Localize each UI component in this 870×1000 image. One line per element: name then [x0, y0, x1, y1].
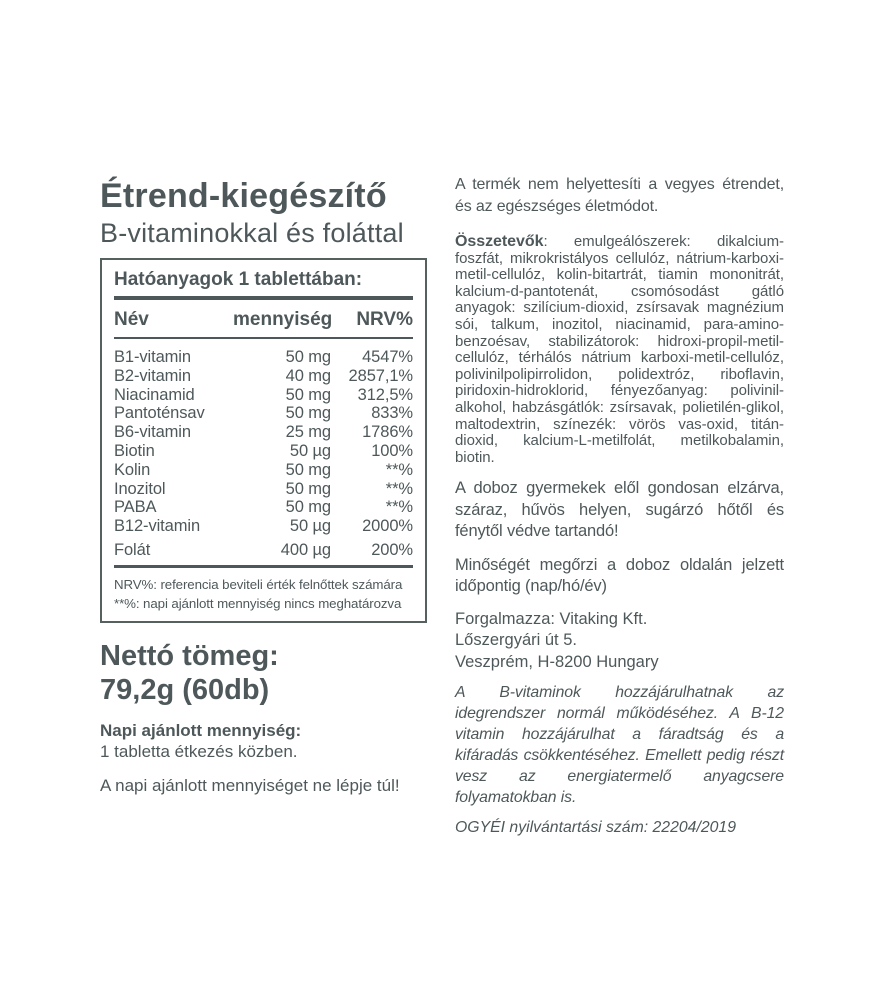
distributor-street: Lőszergyári út 5. — [455, 631, 577, 650]
divider-medium — [114, 337, 413, 340]
header-nrv: NRV% — [356, 308, 413, 330]
dose-warning-text: A napi ajánlott mennyiséget ne lépje túl! — [100, 776, 400, 796]
registration-number-text: OGYÉI nyilvántartási szám: 22204/2019 — [455, 819, 736, 837]
row-name: B1-vitamin — [114, 348, 191, 366]
row-nrv: 833% — [371, 404, 413, 423]
table-rows — [114, 348, 413, 560]
header-name: Név — [114, 308, 149, 330]
table-title: Hatóanyagok 1 tablettában: — [114, 269, 363, 290]
left-column — [100, 176, 427, 796]
row-name: B12-vitamin — [114, 517, 201, 536]
row-nrv: 2000% — [362, 517, 413, 536]
daily-dose-label: Napi ajánlott mennyiség: — [100, 721, 302, 741]
row-nrv: **% — [385, 498, 413, 517]
best-before-text: Minőségét megőrzi a doboz oldalán jelzett időpontig (nap/hó/év) — [455, 555, 784, 596]
table-row — [114, 348, 413, 367]
distributor-name: Forgalmazza: Vitaking Kft. — [455, 609, 648, 628]
row-nrv: **% — [385, 460, 413, 479]
row-name: Niacinamid — [114, 385, 195, 404]
row-name: Pantoténsav — [114, 404, 205, 423]
table-row — [114, 386, 413, 405]
row-name: Biotin — [114, 441, 155, 460]
row-quantity: 50 mg — [285, 385, 331, 404]
row-name: B2-vitamin — [114, 366, 191, 385]
row-name: PABA — [114, 498, 157, 517]
table-row — [114, 367, 413, 386]
row-quantity: 50 µg — [289, 441, 331, 460]
row-quantity: 400 µg — [280, 540, 331, 559]
table-row — [114, 541, 413, 560]
row-quantity: 40 mg — [285, 366, 331, 385]
table-footnotes — [114, 576, 413, 613]
row-nrv: **% — [385, 479, 413, 498]
row-quantity: 50 mg — [285, 460, 331, 479]
table-row — [114, 404, 413, 423]
table-row — [114, 423, 413, 442]
table-row — [114, 517, 413, 536]
net-weight-value: 79,2g (60db) — [100, 674, 270, 707]
row-name: Folát — [114, 540, 151, 559]
row-quantity: 50 mg — [285, 348, 331, 366]
row-name: Inozitol — [114, 479, 166, 498]
row-quantity: 50 mg — [285, 498, 331, 517]
ingredients-label: Összetevők — [455, 233, 544, 250]
distributor-city: Veszprém, H-8200 Hungary — [455, 652, 659, 671]
row-nrv: 100% — [371, 441, 413, 460]
table-row — [114, 480, 413, 499]
product-subtitle: B-vitaminokkal és foláttal — [100, 218, 404, 248]
health-claims-text: A B-vitaminok hozzájárulhatnak az idegrendszer normál működéséhez. A B-12 vitamin hozzájárulhat a fáradtság és a kifáradás csökkentéséhez. Emellett pedig részt vesz az energiatermelő anyagcsere folyamatokban is. — [455, 684, 784, 807]
row-quantity: 50 mg — [285, 479, 331, 498]
row-name: Kolin — [114, 460, 151, 479]
right-column — [455, 174, 784, 838]
storage-instructions-text: A doboz gyermekek elől gondosan elzárva, száraz, hűvös helyen, sugárzó hőtől és fénytől védve tartandó! — [455, 479, 784, 541]
row-nrv: 2857,1% — [348, 366, 413, 385]
ingredients-text: : emulgeálószerek: dikalcium-foszfát, mikrokristályos cellulóz, nátrium-karboxi-metil-cellulóz, kolin-bitartrát, tiamin mononitrát, kalcium-d-pantotenát, csomósodást gátló anyagok: szilícium-dioxid, zsírsavak magnézium sói, talkum, inozitol, niacinamid, para-amino-benzoésav, stabilizátorok: hidroxi-propil-metil-cellulóz, térhálós nátrium karboxi-metil-cellulóz, polivinilpolipirrolidon, polidextróz, riboflavin, piridoxin-hidroklorid, fényezőanyag: polivinil-alkohol, habzásgátlók: zsírsavak, polietilén-glikol, maltodextrin, színezék: vörös vas-oxid, titán-dioxid, kalcium-L-metilfolát, metilkobalamin, biotin. — [455, 233, 784, 466]
header-quantity: mennyiség — [233, 308, 333, 330]
table-row — [114, 498, 413, 517]
table-row — [114, 461, 413, 480]
row-nrv: 312,5% — [357, 385, 413, 404]
row-quantity: 50 µg — [289, 517, 331, 536]
row-quantity: 25 mg — [285, 423, 331, 442]
row-nrv: 1786% — [362, 423, 413, 442]
product-title: Étrend-kiegészítő — [100, 177, 387, 215]
row-name: B6-vitamin — [114, 423, 191, 442]
active-ingredients-table — [100, 258, 427, 623]
daily-dose-text: 1 tabletta étkezés közben. — [100, 742, 298, 762]
row-nrv: 200% — [371, 540, 413, 559]
table-row — [114, 442, 413, 461]
ingredients-paragraph — [455, 234, 784, 466]
footnote-nrv: NRV%: referencia beviteli érték felnőttek számára — [114, 577, 403, 593]
divider-thick-top — [114, 296, 413, 300]
divider-thick-bottom — [114, 565, 413, 569]
row-quantity: 50 mg — [285, 404, 331, 423]
net-weight-label: Nettó tömeg: — [100, 640, 279, 673]
daily-dose-block — [100, 720, 427, 762]
distributor-block — [455, 609, 784, 674]
diet-disclaimer-text: A termék nem helyettesíti a vegyes étrendet, és az egészséges életmódot. — [455, 176, 784, 215]
net-weight-block — [100, 639, 427, 707]
row-nrv: 4547% — [362, 348, 413, 366]
table-header-row — [114, 309, 413, 331]
footnote-asterisk: **%: napi ajánlott mennyiség nincs meghatározva — [114, 595, 402, 611]
